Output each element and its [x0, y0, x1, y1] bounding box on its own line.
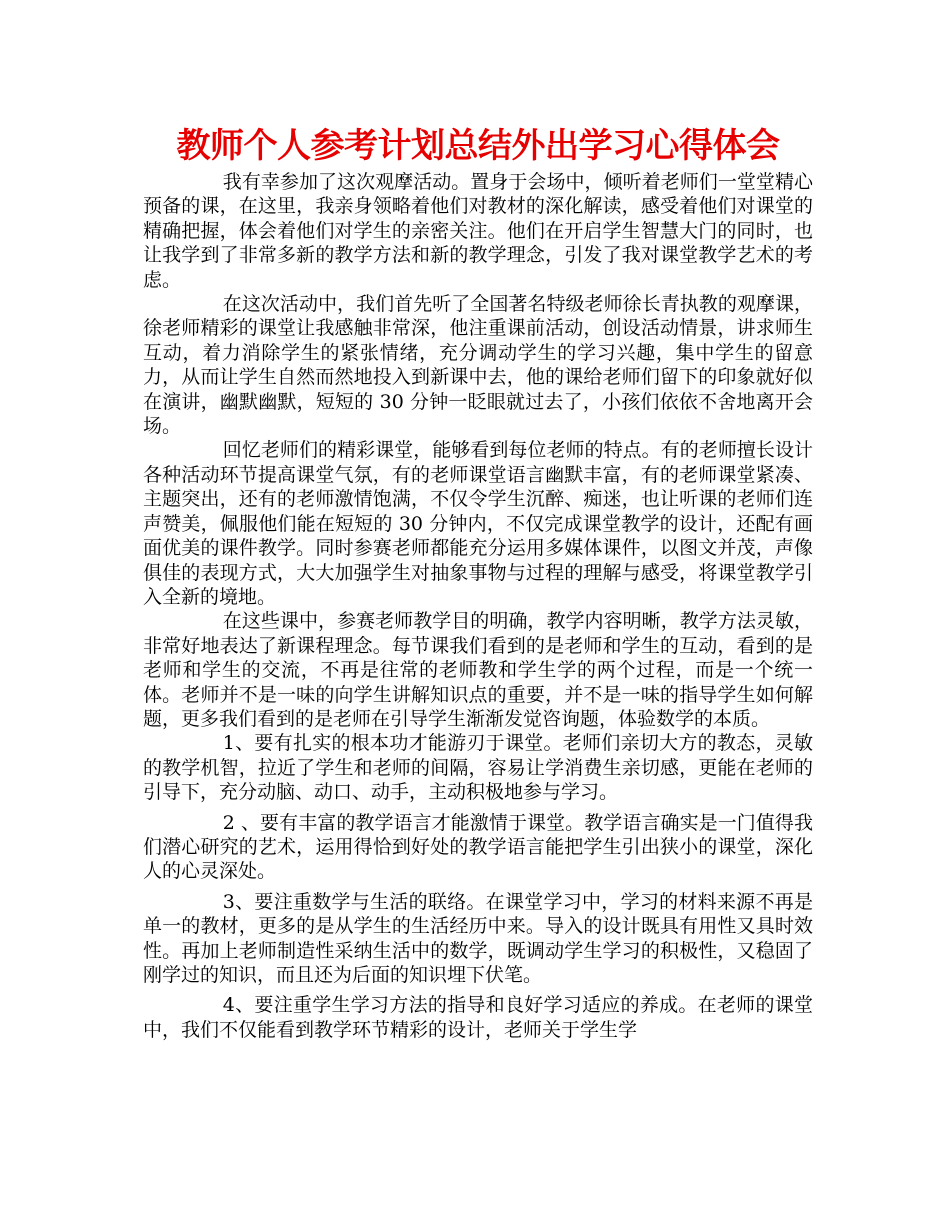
- paragraph-activity: 在这次活动中，我们首先听了全国著名特级老师徐长青执教的观摩课，徐老师精彩的课堂让我感触非常深，他注重课前活动，创设活动情景，讲求师生互动，着力消除学生的紧张情绪，充分调动学生的学习兴趣，集中学生的留意力，从而让学生自然而然地投入到新课中去，他的课给老师们留下的印象就好似在演讲，幽默幽默，短短的 30 分钟一眨眼就过去了，小孩们依依不舍地离开会场。: [143, 293, 813, 438]
- paragraph-point-2: 2 、要有丰富的教学语言才能激情于课堂。教学语言确实是一门值得我们潜心研究的艺术，运用得恰到好处的教学语言能把学生引出狭小的课堂，深化人的心灵深处。: [143, 811, 813, 883]
- paragraph-recall: 回忆老师们的精彩课堂，能够看到每位老师的特点。有的老师擅长设计各种活动环节提高课堂气氛，有的老师课堂语言幽默丰富，有的老师课堂紧凑、主题突出，还有的老师激情饱满，不仅令学生沉醉、痴迷，也让听课的老师们连声赞美，佩服他们能在短短的 30 分钟内，不仅完成课堂教学的设计，还配有画面优美的课件教学。同时参赛老师都能充分运用多媒体课件，以图文并茂，声像俱佳的表现方式，大大加强学生对抽象事物与过程的理解与感受，将课堂教学引入全新的境地。: [143, 439, 813, 608]
- paragraph-point-1: 1、要有扎实的根本功才能游刃于课堂。老师们亲切大方的教态，灵敏的教学机智，拉近了学生和老师的间隔，容易让学消费生亲切感，更能在老师的引导下，充分动脑、动口、动手，主动积极地参与学习。: [143, 732, 813, 804]
- paragraph-point-3: 3、要注重数学与生活的联络。在课堂学习中，学习的材料来源不再是单一的教材，更多的是从学生的生活经历中来。导入的设计既具有用性又具时效性。再加上老师制造性采纳生活中的数学，既调动学生学习的积极性，又稳固了刚学过的知识，而且还为后面的知识埋下伏笔。: [143, 890, 813, 986]
- paragraph-intro: 我有幸参加了这次观摩活动。置身于会场中，倾听着老师们一堂堂精心预备的课，在这里，我亲身领略着他们对教材的深化解读，感受着他们对课堂的精确把握，体会着他们对学生的亲密关注。他们在开启学生智慧大门的同时，也让我学到了非常多新的教学方法和新的教学理念，引发了我对课堂教学艺术的考虑。: [143, 171, 813, 291]
- paragraph-observation: 在这些课中，参赛老师教学目的明确，教学内容明晰，教学方法灵敏，非常好地表达了新课程理念。每节课我们看到的是老师和学生的互动，看到的是老师和学生的交流，不再是往常的老师教和学生学的两个过程，而是一个统一体。老师并不是一味的向学生讲解知识点的重要，并不是一味的指导学生如何解题，更多我们看到的是老师在引导学生渐渐发觉咨询题，体验数学的本质。: [143, 610, 813, 730]
- paragraph-point-4: 4、要注重学生学习方法的指导和良好学习适应的养成。在老师的课堂中，我们不仅能看到教学环节精彩的设计，老师关于学生学: [143, 994, 813, 1041]
- document-title: 教师个人参考计划总结外出学习心得体会: [176, 126, 780, 166]
- document-page: [143, 122, 813, 1042]
